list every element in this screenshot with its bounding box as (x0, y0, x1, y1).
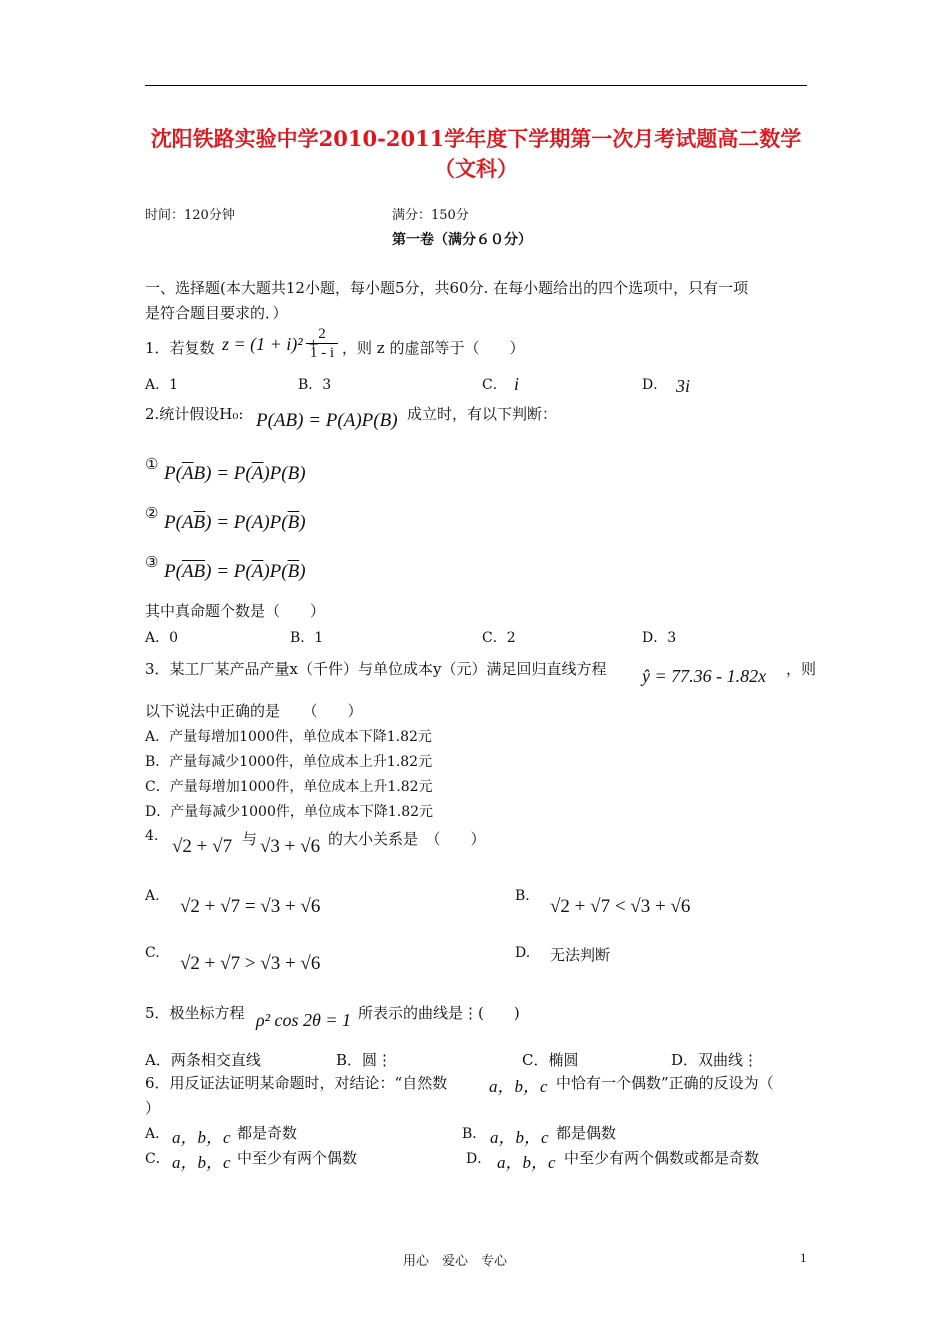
q5-formula: ρ² cos 2θ = 1 (256, 1010, 352, 1030)
page-number: 1 (800, 1250, 807, 1265)
q3-option-b: B．产量每减少1000件，单位成本上升1.82元 (145, 754, 433, 770)
q1-formula: z = (1 + i)² + (222, 334, 320, 354)
q6-option-a-vars: a，b，c (172, 1128, 231, 1147)
q1-prefix: 1．若复数 (145, 339, 215, 357)
q6-prefix: 6．用反证法证明某命题时，对结论：“自然数 (145, 1074, 448, 1092)
q2-suffix: 成立时，有以下判断： (407, 405, 558, 423)
exam-time: 时间：120分钟 (145, 208, 235, 223)
q4-option-b-formula: √2 + √7 < √3 + √6 (550, 896, 691, 917)
q6-option-b-label: B． (462, 1126, 487, 1142)
footer-motto: 用心 爱心 专心 (403, 1254, 508, 1269)
q3-option-c: C．产量每增加1000件，单位成本上升1.82元 (145, 779, 433, 795)
q4-option-d-text: 无法判断 (550, 946, 611, 964)
q3-option-d: D．产量每减少1000件，单位成本下降1.82元 (145, 804, 434, 820)
q1-fraction-denominator: 1 - i (306, 343, 338, 362)
q4-mid: 与 (242, 830, 258, 848)
q4-option-b-label: B. (515, 888, 530, 904)
q4-suffix: 的大小关系是 （ ） (328, 830, 486, 848)
q5-suffix: 所表示的曲线是⋮( ) (358, 1004, 520, 1022)
q5-prefix: 5．极坐标方程 (145, 1004, 245, 1022)
q5-option-b: B．圆⋮ (336, 1051, 393, 1069)
q1-option-a: A．1 (145, 377, 179, 393)
q1-option-b: B．3 (298, 377, 332, 393)
q6-suffix: 中恰有一个偶数”正确的反设为（ (556, 1074, 774, 1092)
q5-option-a: A．两条相交直线 (145, 1051, 261, 1069)
q6-option-a-label: A． (145, 1126, 170, 1142)
q6-vars: a，b，c (489, 1077, 548, 1096)
exam-score: 满分：150分 (392, 208, 469, 223)
q2-judgment-2-mark: ② (145, 504, 159, 522)
q1-option-c-math: i (514, 374, 520, 394)
section-heading: 第一卷（满分６０分） (392, 232, 532, 248)
q6-option-b-text: 都是偶数 (556, 1124, 617, 1142)
q2-prefix: 2.统计假设H₀: (145, 405, 244, 423)
q2-judgment-2-formula: $P(A\overline{B}) = P(A)P(\overline{B})$ (164, 512, 306, 533)
header-rule (145, 85, 807, 86)
q6-option-b-vars: a，b，c (490, 1128, 549, 1147)
q1-fraction (306, 325, 338, 362)
q1-option-c: C． (482, 377, 507, 393)
q4-option-d-label: D. (515, 945, 531, 961)
q2-formula: P(AB) = P(A)P(B) (256, 410, 398, 431)
q3-option-a: A．产量每增加1000件，单位成本下降1.82元 (145, 729, 432, 745)
q1-option-d: D． (642, 377, 668, 393)
q4-expression-2: √3 + √6 (260, 836, 321, 857)
q6-option-c-label: C． (145, 1151, 170, 1167)
q2-judgment-3-mark: ③ (145, 553, 159, 571)
q2-judgment-3-formula: $P(\overline{AB}) = P(\overline{A})P(\overline{B})$ (164, 561, 306, 582)
page-title: 沈阳铁路实验中学2010-2011学年度下学期第一次月考试题高二数学（文科） (150, 126, 802, 181)
q6-line-2: ） (145, 1099, 161, 1117)
q6-option-a-text: 都是奇数 (237, 1124, 298, 1142)
q3-formula: ŷ = 77.36 - 1.82x (642, 666, 767, 686)
q4-option-a-formula: √2 + √7 = √3 + √6 (180, 896, 321, 917)
q1-suffix: ，则 z 的虚部等于（ ） (342, 339, 525, 357)
q2-option-b: B．1 (290, 630, 324, 646)
q6-option-d-vars: a，b，c (497, 1153, 556, 1172)
q3-suffix: ，则 (786, 660, 817, 678)
instructions-line-2: 是符合题目要求的．） (145, 304, 288, 322)
q5-option-d: D．双曲线⋮ (671, 1051, 759, 1069)
q6-option-d-label: D． (466, 1151, 492, 1167)
q6-option-d-text: 中至少有两个偶数或都是奇数 (564, 1149, 760, 1167)
q4-option-c-label: C. (145, 945, 160, 961)
q2-option-d: D．3 (642, 630, 677, 646)
q1-option-d-math: 3i (676, 376, 691, 396)
q4-prefix: 4. (145, 828, 159, 844)
q3-line-2: 以下说法中正确的是 （ ） (145, 702, 363, 720)
q6-option-c-text: 中至少有两个偶数 (237, 1149, 358, 1167)
q4-option-a-label: A. (145, 888, 160, 904)
q2-question: 其中真命题个数是（ ） (145, 602, 326, 620)
q2-option-c: C．2 (482, 630, 516, 646)
q2-judgment-1-mark: ① (145, 455, 159, 473)
q5-option-c: C．椭圆 (522, 1051, 579, 1069)
q4-option-c-formula: √2 + √7 > √3 + √6 (180, 953, 321, 974)
instructions-line-1: 一、选择题(本大题共12小题，每小题5分，共60分. 在每小题给出的四个选项中，只有一项 (145, 279, 749, 297)
q6-option-c-vars: a，b，c (172, 1153, 231, 1172)
q2-judgment-1-formula: $P(\overline{A}B) = P(\overline{A})P(B)$ (164, 463, 306, 484)
q2-option-a: A．0 (145, 630, 179, 646)
q4-expression-1: √2 + √7 (172, 836, 233, 857)
q3-prefix: 3．某工厂某产品产量x（千件）与单位成本y（元）满足回归直线方程 (145, 660, 607, 678)
q1-fraction-numerator: 2 (318, 326, 326, 342)
